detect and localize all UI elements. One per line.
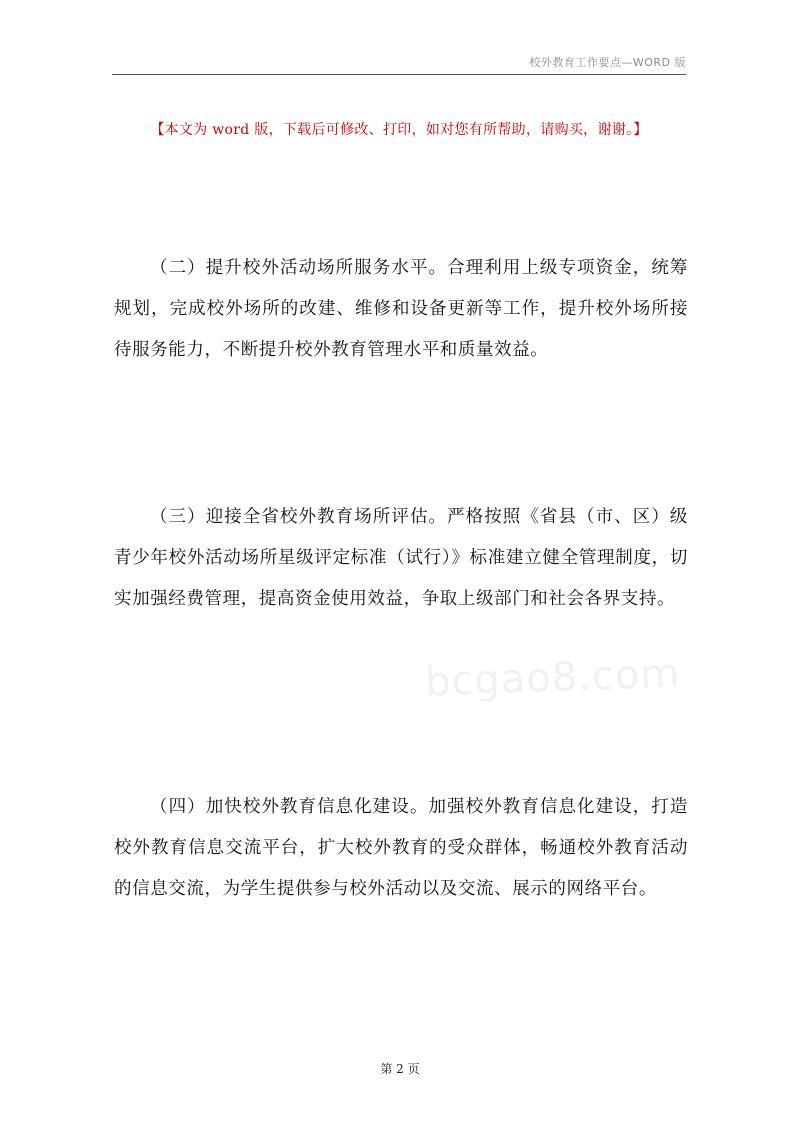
download-notice: 【本文为 word 版，下载后可修改、打印，如对您有所帮助，请购买，谢谢。】 [150,122,648,138]
watermark: bcgao8.com [424,650,682,706]
paragraph-section-4: （四）加快校外教育信息化建设。加强校外教育信息化建设，打造校外教育信息交流平台，扩大校外教育的受众群体，畅通校外教育活动的信息交流，为学生提供参与校外活动以及交流、展示的网络平台。 [114,797,688,899]
header-divider [112,74,686,75]
paragraph-section-2: （二）提升校外活动场所服务水平。合理利用上级专项资金，统筹规划，完成校外场所的改建、维修和设备更新等工作，提升校外场所接待服务能力，不断提升校外教育管理水平和质量效益。 [114,258,688,360]
paragraph-section-3: （三）迎接全省校外教育场所评估。严格按照《省县（市、区）级青少年校外活动场所星级评定标准（试行）》标准建立健全管理制度，切实加强经费管理，提高资金使用效益，争取上级部门和社会各界支持。 [114,507,688,609]
page-number: 第 2 页 [380,1062,420,1076]
page-header-title: 校外教育工作要点—WORD 版 [529,56,686,69]
